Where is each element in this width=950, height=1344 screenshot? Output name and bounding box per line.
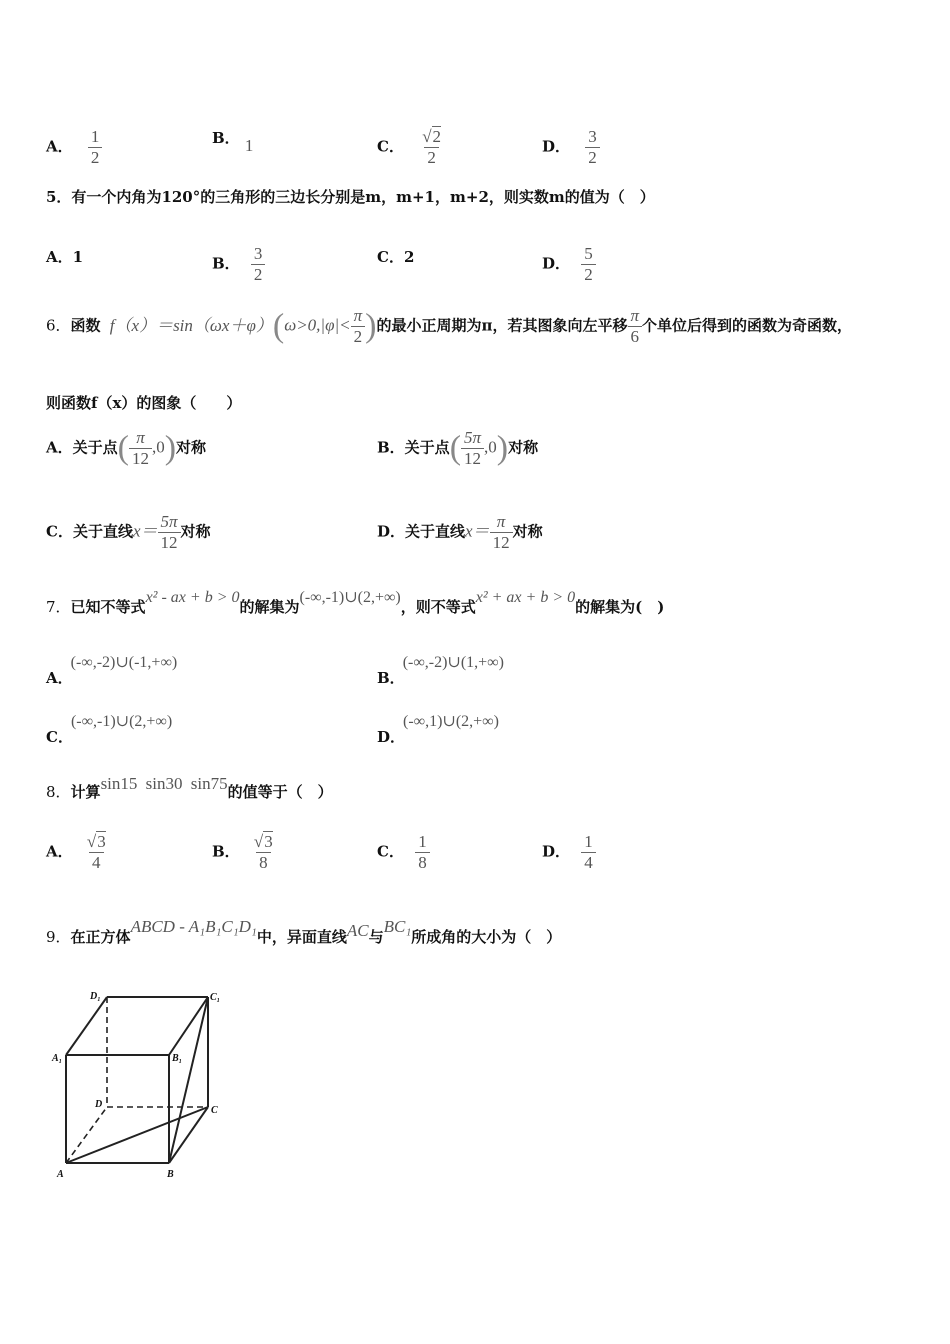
point-coordinate: ,0 <box>484 437 497 457</box>
numerator: 5 <box>584 244 593 263</box>
inequality-expression: x² - ax + b > 0 <box>145 589 240 606</box>
fraction <box>419 127 444 168</box>
option-label: A． <box>46 842 73 861</box>
option-value: (-∞,-2)∪(-1,+∞) <box>70 654 178 671</box>
numerator: 1 <box>584 832 593 851</box>
vertex-c1-label: C₁ <box>210 992 221 1003</box>
option-label: C．关于直线 <box>46 522 133 541</box>
condition-expression: ω>0,|φ|< <box>284 315 351 335</box>
numerator: 5π <box>464 428 482 447</box>
vertex-a1-label: A₁ <box>52 1053 63 1064</box>
denominator: 2 <box>88 147 103 168</box>
option-value: 1 <box>244 136 254 155</box>
fraction <box>585 127 600 168</box>
fraction <box>84 832 109 873</box>
cube-solid-edges <box>66 997 208 1163</box>
denominator: 12 <box>158 532 181 553</box>
vertex-b-label: B <box>167 1169 174 1180</box>
option-value: (-∞,1)∪(2,+∞) <box>403 713 499 730</box>
q7-option-a <box>46 651 178 687</box>
denominator: 12 <box>490 532 513 553</box>
inequality-expression: x² + ax + b > 0 <box>475 589 576 606</box>
option-label: D． <box>542 254 571 273</box>
cube-name: ABCD - A₁B₁C₁D₁ <box>130 917 257 936</box>
question-number: 7． <box>46 598 71 616</box>
stem-text: 的解集为 <box>239 598 300 616</box>
radicand: 3 <box>97 832 106 851</box>
denominator: 8 <box>415 852 430 873</box>
numerator: √2 <box>422 127 442 146</box>
option-label: D． <box>542 137 571 156</box>
denominator: 12 <box>461 448 484 469</box>
numerator: π <box>136 428 145 447</box>
option-label: B． <box>212 842 240 861</box>
q5-option-d <box>542 244 596 285</box>
stem-text: 所成角的大小为（ ） <box>411 928 562 946</box>
q9-stem <box>46 917 562 947</box>
option-label: C． <box>46 728 73 746</box>
denominator: 2 <box>351 326 366 347</box>
numerator: π <box>630 306 640 325</box>
q8-option-d <box>542 832 596 873</box>
fraction <box>351 306 366 347</box>
left-paren: ( <box>272 307 285 345</box>
option-label: B．关于点 <box>377 438 450 457</box>
stem-text: 个单位后得到的函数为奇函数， <box>642 316 853 335</box>
line-ac: AC <box>346 921 369 940</box>
option-label: D． <box>377 728 406 746</box>
fraction <box>251 244 266 285</box>
function-expression: f（x）＝sin（ωx＋φ） <box>109 315 273 335</box>
q7-option-c <box>46 710 173 746</box>
q5-option-b <box>212 244 265 285</box>
q4-option-b <box>212 127 254 155</box>
line-equation: x＝ <box>465 521 490 541</box>
numerator: 3 <box>588 127 597 146</box>
q7-option-b <box>377 651 504 687</box>
q6-stem <box>46 306 852 347</box>
vertex-d1-label: D₁ <box>90 991 101 1002</box>
numerator: 5π <box>160 512 178 531</box>
fraction <box>581 244 596 285</box>
fraction <box>158 512 181 553</box>
fraction <box>415 832 430 873</box>
fraction <box>251 832 276 873</box>
option-label: D． <box>542 842 571 861</box>
option-text: 对称 <box>180 522 211 541</box>
q6-option-c <box>46 512 211 553</box>
stem-text: 与 <box>368 928 384 946</box>
fraction <box>88 127 103 168</box>
numerator: π <box>496 512 506 531</box>
denominator: 8 <box>256 852 271 873</box>
option-text: 对称 <box>512 522 543 541</box>
option-label: B． <box>377 669 405 687</box>
q7-option-d <box>377 710 499 746</box>
line-equation: x＝ <box>132 521 158 541</box>
option-label: C． <box>377 842 404 861</box>
option-label: D．关于直线 <box>377 522 466 541</box>
right-paren: ) <box>164 429 177 467</box>
option-label: C． <box>377 137 404 156</box>
numerator: √3 <box>86 832 106 851</box>
option-value: (-∞,-1)∪(2,+∞) <box>70 713 173 730</box>
radicand: 2 <box>432 127 442 146</box>
q8-option-a <box>46 832 109 873</box>
q8-option-c <box>377 832 430 873</box>
left-paren: ( <box>117 429 129 467</box>
q5-stem: 5．有一个内角为120°的三角形的三边长分别是m，m+1，m+2，则实数m的值为（ ） <box>46 188 655 206</box>
option-label: B． <box>212 254 240 273</box>
left-paren: ( <box>449 429 462 467</box>
question-number: 9． <box>46 928 71 946</box>
vertex-b1-label: B₁ <box>172 1053 183 1064</box>
q4-option-d <box>542 127 600 168</box>
q4-option-a <box>46 127 102 168</box>
numerator: π <box>353 306 363 325</box>
q6-option-a <box>46 428 206 469</box>
option-label: A．关于点 <box>46 438 118 457</box>
stem-text: 中，异面直线 <box>256 928 347 946</box>
line-bc1: BC₁ <box>383 917 412 936</box>
diagonal-bc1 <box>169 997 208 1163</box>
right-paren: ) <box>496 429 509 467</box>
point-coordinate: ,0 <box>151 437 165 457</box>
option-value: (-∞,-2)∪(1,+∞) <box>402 654 504 671</box>
q5-option-a: A．1 <box>46 248 84 266</box>
radicand: 3 <box>264 832 273 851</box>
numerator: 1 <box>418 832 427 851</box>
option-label: A． <box>46 669 73 687</box>
fraction <box>490 512 513 553</box>
fraction <box>581 832 596 873</box>
stem-text: ，则不等式 <box>400 598 476 616</box>
q7-stem <box>46 589 665 617</box>
stem-text: 函数 <box>70 316 101 335</box>
stem-text: 的解集为( ) <box>575 598 665 616</box>
denominator: 4 <box>581 852 596 873</box>
fraction <box>627 306 642 347</box>
cube-figure <box>48 985 228 1185</box>
numerator: √3 <box>253 832 273 851</box>
fraction <box>129 428 152 469</box>
stem-text: 的最小正周期为π，若其图象向左平移 <box>376 316 628 335</box>
option-text: 对称 <box>176 438 207 457</box>
numerator: 3 <box>253 244 263 263</box>
stem-text: 在正方体 <box>70 928 131 946</box>
option-label: A． <box>46 137 73 156</box>
numerator: 1 <box>90 127 100 146</box>
denominator: 4 <box>89 852 104 873</box>
vertex-d-label: D <box>95 1099 103 1110</box>
denominator: 2 <box>424 147 439 168</box>
denominator: 2 <box>251 264 266 285</box>
option-label: B． <box>212 129 240 147</box>
option-text: 对称 <box>508 438 539 457</box>
denominator: 2 <box>581 264 596 285</box>
q6-option-b <box>377 428 538 469</box>
q8-option-b <box>212 832 276 873</box>
fraction <box>461 428 484 469</box>
denominator: 6 <box>628 326 643 347</box>
question-number: 8． <box>46 783 71 801</box>
q6-option-d <box>377 512 543 553</box>
trig-expression: sin15 sin30 sin75 <box>100 774 228 793</box>
q8-stem <box>46 774 333 802</box>
q4-option-c <box>377 127 444 168</box>
q6-stem-line2: 则函数f（x）的图象（ ） <box>46 394 242 412</box>
question-number: 6． <box>46 316 71 335</box>
denominator: 2 <box>585 147 600 168</box>
stem-text: 的值等于（ ） <box>227 783 333 801</box>
edge-a1d1 <box>66 997 107 1055</box>
vertex-a-label: A <box>57 1169 64 1180</box>
denominator: 12 <box>129 448 152 469</box>
solution-set: (-∞,-1)∪(2,+∞) <box>299 589 401 606</box>
vertex-c-label: C <box>211 1105 218 1116</box>
stem-text: 计算 <box>70 783 101 801</box>
stem-text: 已知不等式 <box>70 598 146 616</box>
right-paren: ) <box>365 307 377 345</box>
q5-option-c: C．2 <box>377 248 415 266</box>
